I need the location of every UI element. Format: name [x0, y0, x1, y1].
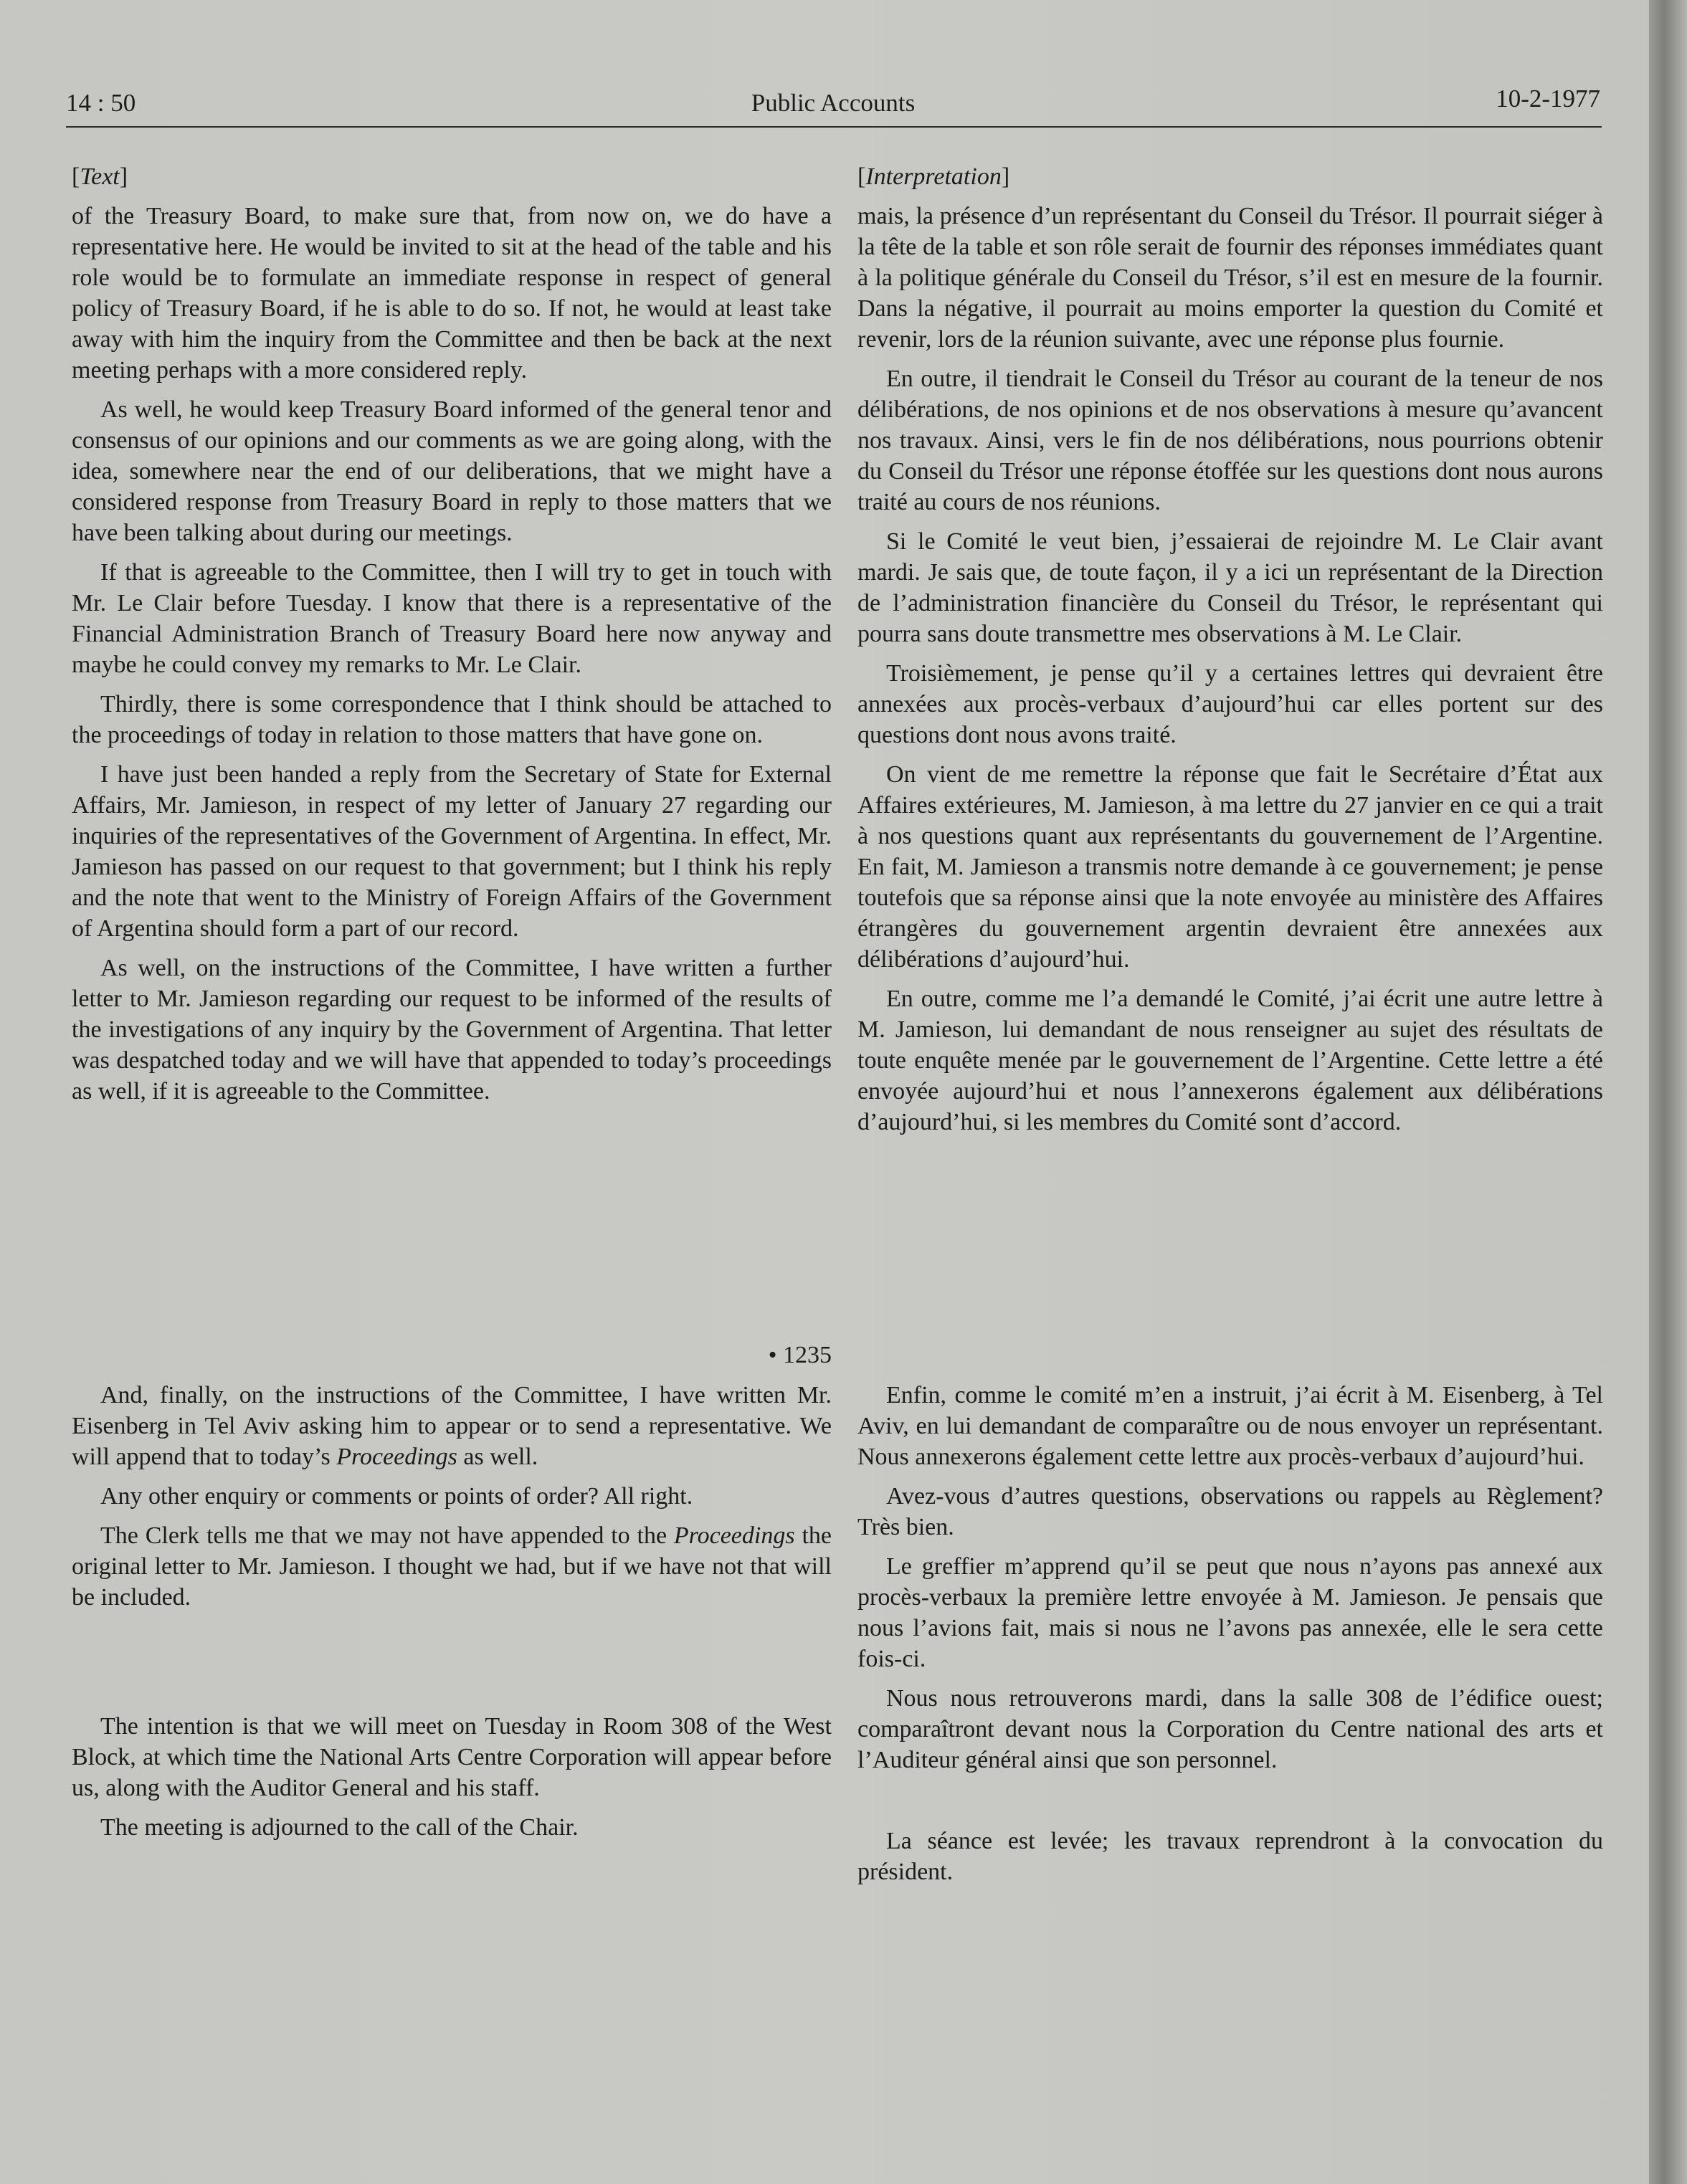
header-rule	[66, 126, 1602, 128]
paragraph: I have just been handed a reply from the Secretary of State for External Affairs, Mr. Jamieson, in respect of my letter of January 27 regarding our inquiries of the representatives of the Government of Argentina. In effect, Mr. Jamieson has passed on our request to that government; but I think his reply and the note that went to the Ministry of Foreign Affairs of the Government of Argentina should form a part of our record.	[72, 761, 832, 942]
running-title: Public Accounts	[751, 89, 916, 117]
english-column	[72, 161, 832, 1115]
page-edge-shadow	[1649, 0, 1687, 2184]
paragraph: Thirdly, there is some correspondence that I think should be attached to the proceedings of today in relation to those matters that have gone on.	[72, 691, 832, 748]
paragraph: If that is agreeable to the Committee, then I will try to get in touch with Mr. Le Clair before Tuesday. I know that there is a representative of the Financial Administration Branch of Treasury Board here now anyway and maybe he could convey my remarks to Mr. Le Clair.	[72, 559, 832, 678]
text-tag: [Text]	[72, 163, 128, 190]
page-number: 14 : 50	[66, 89, 136, 117]
page-header	[66, 79, 1600, 122]
paragraph: Nous nous retrouverons mardi, dans la salle 308 de l’édifice ouest; comparaîtront devant nous la Corporation du Centre national des arts et l’Auditeur général ainsi que son personnel.	[857, 1685, 1603, 1773]
paragraph: En outre, comme me l’a demandé le Comité, j’ai écrit une autre lettre à M. Jamieson, lui demandant de nous renseigner au sujet des résultats de toute enquête menée par le gouvernement de l’Argentine. Cette lettre a été envoyée aujourd’hui et nous l’annexerons également aux délibérations d’aujourd’hui, si les membres du Comité sont d’accord.	[857, 986, 1603, 1135]
paragraph: Enfin, comme le comité m’en a instruit, j’ai écrit à M. Eisenberg, à Tel Aviv, en lui demandant de comparaître ou de nous envoyer un représentant. Nous annexerons également cette lettre aux procès-verbaux d’aujourd’hui.	[857, 1382, 1603, 1470]
french-column	[857, 161, 1603, 1146]
paragraph: As well, on the instructions of the Committee, I have written a further letter to Mr. Jamieson regarding our request to be informed of the results of the investigations of any inquiry by the Government of Argentina. That letter was despatched today and we will have that appended to today’s proceedings as well, if it is agreeable to the Committee.	[72, 955, 832, 1105]
paragraph: En outre, il tiendrait le Conseil du Trésor au courant de la teneur de nos délibérations, de nos opinions et de nos observations à mesure qu’avancent nos travaux. Ainsi, vers le fin de nos délibérations, nous pourrions obtenir du Conseil du Trésor une réponse étoffée sur les questions dont nous aurons traité au cours de nos réunions.	[857, 366, 1603, 515]
english-block-2	[72, 1380, 832, 1621]
paragraph: La séance est levée; les travaux reprendront à la convocation du président.	[857, 1828, 1603, 1885]
french-block-2	[857, 1380, 1603, 1784]
interpretation-tag: [Interpretation]	[857, 163, 1010, 190]
paragraph: The Clerk tells me that we may not have appended to the Proceedings the original letter to Mr. Jamieson. I thought we had, but if we have not that will be included.	[72, 1522, 832, 1611]
paragraph: Avez-vous d’autres questions, observations ou rappels au Règlement? Très bien.	[857, 1483, 1603, 1540]
paragraph: The intention is that we will meet on Tuesday in Room 308 of the West Block, at which time the National Arts Centre Corporation will appear before us, along with the Auditor General and his staff.	[72, 1713, 832, 1801]
time-marker: • 1235	[768, 1342, 832, 1368]
paragraph: Si le Comité le veut bien, j’essaierai de rejoindre M. Le Clair avant mardi. Je sais que, de toute façon, il y a ici un représentant de la Direction de l’administration financière du Conseil du Trésor, le représentant qui pourra sans doute transmettre mes observations à M. Le Clair.	[857, 528, 1603, 647]
paragraph: mais, la présence d’un représentant du Conseil du Trésor. Il pourrait siéger à la tête de la table et son rôle serait de fournir des réponses immédiates quant à la politique générale du Conseil du Trésor, s’il est en mesure de la fournir. Dans la négative, il pourrait au moins emporter la question du Comité et revenir, lors de la réunion suivante, avec une réponse plus fournie.	[857, 203, 1603, 353]
paragraph: As well, he would keep Treasury Board informed of the general tenor and consensus of our opinions and our comments as we are going along, with the idea, somewhere near the end of our deliberations, that we might have a considered response from Treasury Board in reply to those matters that we have been talking about during our meetings.	[72, 396, 832, 546]
paragraph: of the Treasury Board, to make sure that, from now on, we do have a representative here. He would be invited to sit at the head of the table and his role would be to formulate an immediate response in respect of general policy of Treasury Board, if he is able to do so. If not, he would at least take away with him the inquiry from the Committee and then be back at the next meeting perhaps with a more considered reply.	[72, 203, 832, 383]
header-date: 10-2-1977	[1496, 85, 1600, 113]
paragraph: The meeting is adjourned to the call of the Chair.	[100, 1814, 579, 1841]
paragraph: On vient de me remettre la réponse que fait le Secrétaire d’État aux Affaires extérieures, M. Jamieson, à ma lettre du 27 janvier en ce qui a trait à nos questions quant aux représentants du gouvernement de l’Argentine. En fait, M. Jamieson a transmis notre demande à ce gouvernement; je pense toutefois que sa réponse ainsi que la note envoyée au ministère des Affaires étrangères du gouvernement argentin devraient être annexées aux délibérations d’aujourd’hui.	[857, 761, 1603, 973]
paragraph: Troisièmement, je pense qu’il y a certaines lettres qui devraient être annexées aux procès-verbaux d’aujourd’hui car elles portent sur des questions dont nous avons traité.	[857, 660, 1603, 748]
english-block-3	[72, 1711, 832, 1851]
paragraph: And, finally, on the instructions of the Committee, I have written Mr. Eisenberg in Tel Aviv asking him to appear or to send a representative. We will append that to today’s Proceedings as well.	[72, 1382, 832, 1470]
paragraph: Any other enquiry or comments or points of order? All right.	[100, 1483, 693, 1510]
french-block-4	[857, 1826, 1603, 1896]
paragraph: Le greffier m’apprend qu’il se peut que nous n’ayons pas annexé aux procès-verbaux la première lettre envoyée à M. Jamieson. Je pensais que nous l’avions fait, mais si nous ne l’avons pas annexée, elle le sera cette fois-ci.	[857, 1553, 1603, 1672]
